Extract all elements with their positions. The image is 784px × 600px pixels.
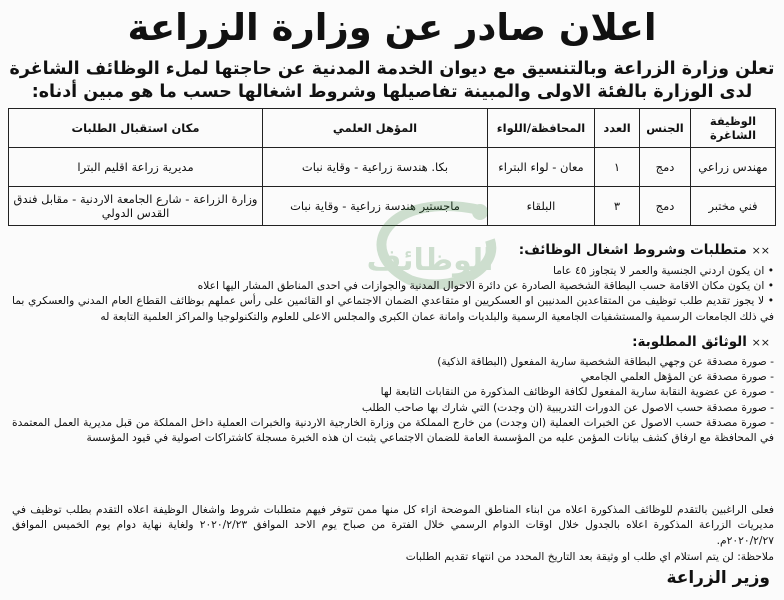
list-item: • ان يكون مكان الاقامة حسب البطاقة الشخصية الصادرة عن دائرة الاحوال المدنية والجوازات في احدى المناطق المشار اليها اعلاه [197,279,774,293]
cell-qualification: ماجستير هندسة زراعية - وقاية نبات [263,187,488,226]
signature: وزير الزراعة [666,568,770,588]
cell-count: ٣ [595,187,640,226]
list-item: - صورة مصدقة عن وجهي البطاقة الشخصية سارية المفعول (البطاقة الذكية) [437,355,774,368]
heading-marker: ×× [751,244,770,257]
documents-heading-text: الوثائق المطلوبة: [632,334,747,350]
header-application-place: مكان استقبال الطلبات [9,109,263,148]
header-count: العدد [595,109,640,148]
table-row [9,148,776,187]
list-item: • لا يجوز تقديم طلب توظيف من المتقاعدين المدنيين او العسكريين او متقاعدي الضمان الاجتماعي او القائمين على رأس عملهم بوظائف القطاع العام المدني والعسكري بما في ذلك الجامعات الرسمية والمستشفيات الجامعية الرسمية والبلديات وامانة عمان الكبرى والمجلس الاعلى للعلوم والتكنولوجيا والمراكز العلمية التابعة له [12,294,774,323]
cell-gender: دمج [640,187,691,226]
cell-qualification: بكا. هندسة زراعية - وقاية نبات [263,148,488,187]
closing-paragraph: فعلى الراغبين بالتقدم للوظائف المذكورة اعلاه من ابناء المناطق الموضحة ازاء كل منها ممن تتوفر فيهم متطلبات شروط واشغال الوظيفة اعلاه التقدم بطلب توظيف في مديريات الزراعة المذكورة اعلاه بالجدول خلال اوقات الدوام الرسمي خلال الفترة من صباح يوم الاحد الموافق ٢٠٢٠/٢/٢٣ ولغاية نهاية دوام يوم الخميس الموافق ٢٠٢٠/٢/٢٧م. [12,503,774,547]
watermark-text: الوظائف [366,243,494,278]
cell-count: ١ [595,148,640,187]
list-item: - صورة عن عضوية النقابة سارية المفعول لكافة الوظائف المذكورة من النقابات التابعة لها [380,385,774,399]
note: ملاحظة: لن يتم استلام اي طلب او وثيقة بعد التاريخ المحدد من انتهاء تقديم الطلبات [405,550,774,563]
cell-governorate: البلقاء [488,187,595,226]
announcement-title: اعلان صادر عن وزارة الزراعة [127,6,657,49]
list-item: • ان يكون اردني الجنسية والعمر لا يتجاوز ٤٥ عاما [552,264,774,277]
documents-heading [632,334,770,350]
list-item: - صورة مصدقة عن المؤهل العلمي الجامعي [580,370,774,384]
heading-marker: ×× [751,336,770,349]
list-item: - صورة مصدقة حسب الاصول عن الدورات التدريبية (ان وجدت) التي شارك بها صاحب الطلب [361,400,774,414]
requirements-heading [519,242,770,258]
header-qualification: المؤهل العلمي [263,109,488,148]
requirements-heading-text: متطلبات وشروط اشغال الوظائف: [518,242,747,258]
header-gender: الجنس [640,109,691,148]
documents-list [12,354,774,445]
cell-gender: دمج [640,148,691,187]
cell-job: فني مختبر [691,187,776,226]
cell-application-place: وزارة الزراعة - شارع الجامعة الاردنية - مقابل فندق القدس الدولي [9,187,263,226]
header-governorate: المحافظة/اللواء [488,109,595,148]
cell-job: مهندس زراعي [691,148,776,187]
table-header-row [9,109,776,148]
list-item: - صورة مصدقة حسب الاصول عن الخبرات العملية (ان وجدت) من خارج المملكة من وزارة الخارجية الاردنية والخبرات العملية داخل المملكة من قبل مديرية العمل المعتمدة في المحافظة مع ارفاق كشف بيانات المؤمن عليه من المؤسسة العامة للضمان الاجتماعي يثبت ان هذه الخبرة مسجلة كاشتراكات اصولية في قيود المؤسسة [12,415,774,445]
cell-governorate: معان - لواء البتراء [488,148,595,187]
header-job: الوظيفة الشاغرة [691,109,776,148]
cell-application-place: مديرية زراعة اقليم البترا [9,148,263,187]
requirements-list [12,263,774,324]
announcement-intro: تعلن وزارة الزراعة وبالتنسيق مع ديوان الخدمة المدنية عن حاجتها لملء الوظائف الشاغرة لدى الوزارة بالفئة الاولى والمبينة تفاصيلها وشروط اشغالها حسب ما هو مبين أدناه: [9,59,775,102]
